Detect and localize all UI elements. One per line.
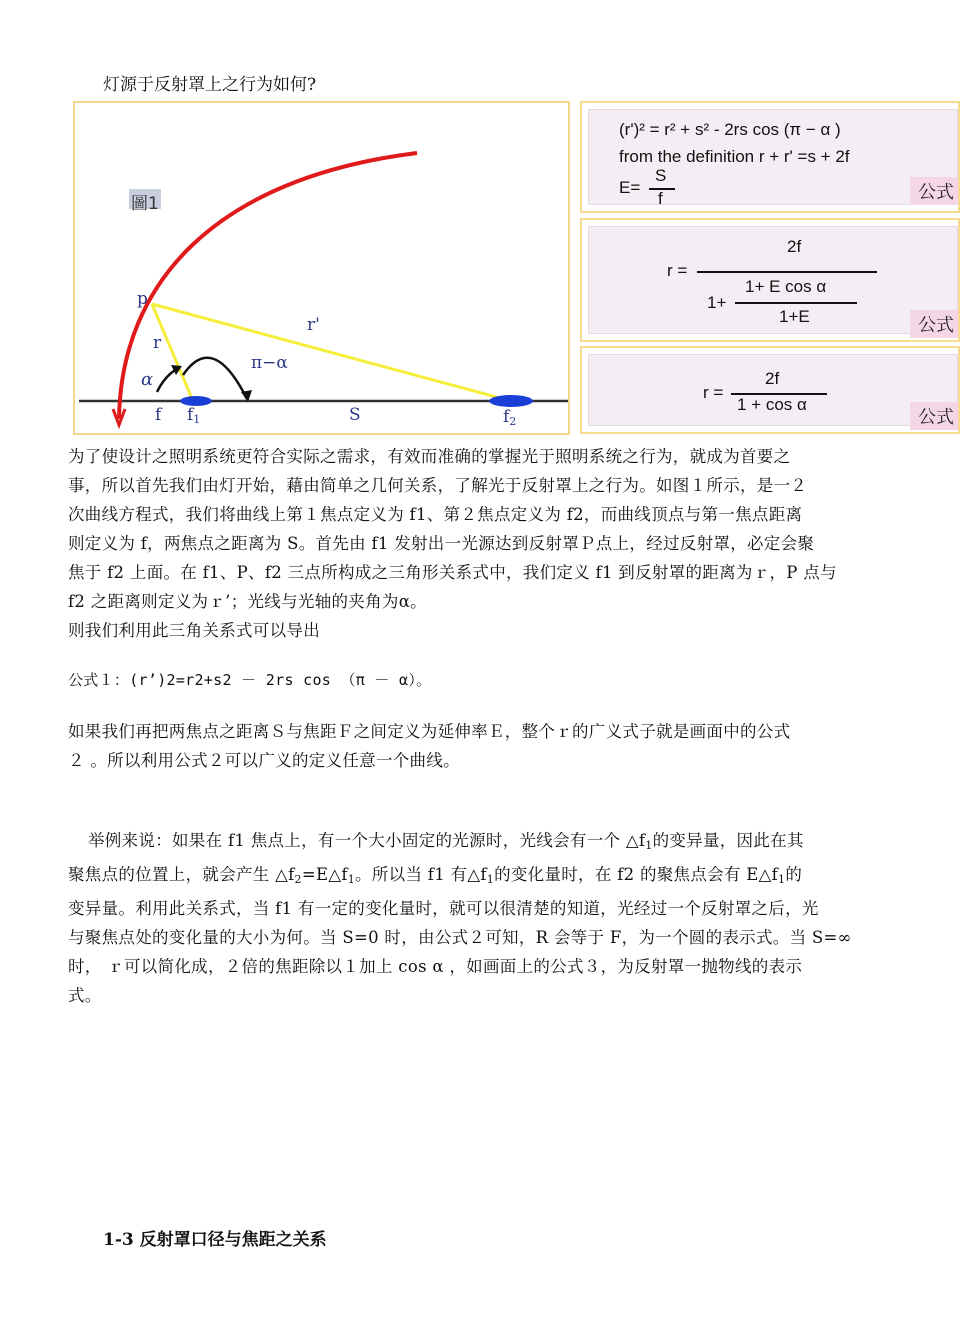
label-f: f bbox=[155, 405, 162, 425]
formula2-one-plus: 1+ bbox=[707, 293, 727, 312]
ray-r-prime bbox=[152, 304, 511, 401]
formula1-tag: 公式 bbox=[910, 177, 958, 205]
formula3-tag: 公式 bbox=[910, 402, 958, 430]
formula1-e-numerator: S bbox=[655, 166, 667, 185]
figure-title: 圖1 bbox=[131, 194, 159, 214]
example-sub-2d: 1 bbox=[778, 873, 786, 886]
label-f1-sub: 1 bbox=[193, 413, 201, 426]
paragraph-derive: 则我们利用此三角关系式可以导出 bbox=[68, 621, 320, 640]
formula-box-1 bbox=[580, 101, 960, 213]
formula-box-3 bbox=[580, 346, 960, 434]
formula2-r-label: r = bbox=[667, 261, 688, 280]
paragraph-intro-line: 焦于 f2 上面。在 f1、P、f2 三点所构成之三角形关系式中，我们定义 f1 到反射罩的距离为ｒ，P 点与 bbox=[68, 563, 837, 582]
example-line-6: 式。 bbox=[68, 986, 102, 1005]
example-line-5: 时， ｒ可以简化成，２倍的焦距除以１加上 cos α ，如画面上的公式３，为反射罩一抛物线的表示 bbox=[68, 957, 803, 976]
formula2-inner-numerator: 1+ E cos α bbox=[745, 277, 827, 296]
formula-box-2 bbox=[580, 218, 960, 342]
example-line-1 bbox=[68, 826, 884, 860]
formula3-numerator: 2f bbox=[765, 369, 780, 388]
paragraph-intro-line: 则定义为 f，两焦点之距离为 S。首先由 f1 发射出一光源达到反射罩Ｐ点上，经过反射罩，必定会聚 bbox=[68, 534, 815, 553]
example-line-4: 与聚焦点处的变化量的大小为何。当 S=0 时，由公式２可知，R 会等于 F，为一个圆的表示式。当 S=∞ bbox=[68, 928, 852, 947]
pi-alpha-arc bbox=[183, 358, 247, 399]
section-title: 1-3 反射罩口径与焦距之关系 bbox=[103, 1230, 327, 1250]
label-f2 bbox=[503, 407, 516, 428]
question-heading: 灯源于反射罩上之行为如何? bbox=[103, 75, 317, 95]
paragraph-general-line: 如果我们再把两焦点之距离Ｓ与焦距Ｆ之间定义为延伸率Ｅ，整个ｒ的广义式子就是画面中的公式 bbox=[68, 722, 791, 741]
formula2-main-fraction-line bbox=[697, 271, 877, 273]
example-line-2e: 的 bbox=[785, 865, 803, 884]
formula2-numerator: 2f bbox=[787, 237, 802, 256]
formula3-denominator: 1 + cos α bbox=[737, 395, 807, 414]
example-line-3: 变异量。利用此关系式，当 f1 有一定的变化量时，就可以很清楚的知道，光经过一个反射罩之后，光 bbox=[68, 899, 819, 918]
example-sub-2c: 1 bbox=[486, 873, 495, 886]
formula1-line1: (r')² = r² + s² - 2rs cos (π − α ) bbox=[619, 120, 841, 139]
formula2-inner-fraction-line bbox=[735, 302, 857, 304]
label-f1-letter: f bbox=[187, 405, 194, 425]
formula2-inner-denominator: 1+E bbox=[779, 307, 810, 326]
example-line-2d: 的变化量时，在 f2 的聚焦点会有 E△f bbox=[494, 865, 779, 884]
formula1-line2: from the definition r + r' =s + 2f bbox=[619, 147, 850, 166]
example-sub-2b: 1 bbox=[347, 873, 356, 886]
example-line-2b: =E△f bbox=[301, 865, 348, 884]
paragraph-intro bbox=[68, 442, 884, 616]
formula-box-2-inner bbox=[588, 226, 958, 334]
formula1-e-denominator: f bbox=[658, 189, 663, 208]
paragraph-intro-line: f2 之距离则定义为ｒ’；光线与光轴的夹角为α。 bbox=[68, 592, 427, 611]
label-pi-minus-alpha: π−α bbox=[251, 353, 288, 373]
formula3-r-label: r = bbox=[703, 383, 724, 402]
paragraph-general-line: ２ 。所以利用公式２可以广义的定义任意一个曲线。 bbox=[68, 751, 460, 770]
paragraph-example bbox=[68, 826, 884, 1010]
label-f2-sub: 2 bbox=[509, 415, 517, 428]
formula-box-1-inner bbox=[588, 109, 958, 208]
label-r: r bbox=[153, 333, 162, 353]
formula-box-3-inner bbox=[588, 354, 958, 426]
label-alpha: α bbox=[141, 369, 154, 390]
example-line-1a: 举例来说：如果在 f1 焦点上，有一个大小固定的光源时，光线会有一个 △f bbox=[88, 831, 646, 850]
label-S: S bbox=[349, 405, 361, 425]
paragraph-general-formula bbox=[68, 717, 884, 775]
formula2-tag: 公式 bbox=[910, 310, 958, 338]
example-sub-2a: 2 bbox=[294, 873, 302, 886]
formula1-e-label: E= bbox=[619, 178, 641, 197]
example-sub-1a: 1 bbox=[645, 839, 653, 852]
label-f2-letter: f bbox=[503, 407, 510, 427]
example-line-2a: 聚焦点的位置上，就会产生 △f bbox=[68, 865, 295, 884]
example-line-1b: 的变异量，因此在其 bbox=[652, 831, 804, 850]
paragraph-intro-line: 为了使设计之照明系统更符合实际之需求，有效而准确的掌握光于照明系统之行为，就成为首要之 bbox=[68, 447, 791, 466]
label-r-prime: r' bbox=[307, 315, 320, 335]
paragraph-intro-line: 事，所以首先我们由灯开始，藉由简单之几何关系，了解光于反射罩上之行为。如图１所示，是一２ bbox=[68, 476, 808, 495]
label-f1 bbox=[187, 405, 200, 426]
example-line-2c: 。所以当 f1 有△f bbox=[355, 865, 487, 884]
reflector-diagram bbox=[73, 101, 570, 435]
label-p: p bbox=[137, 289, 148, 309]
example-line-2 bbox=[68, 860, 884, 894]
paragraph-intro-line: 次曲线方程式，我们将曲线上第１焦点定义为 f1、第２焦点定义为 f2，而曲线顶点与第一焦点距离 bbox=[68, 505, 803, 524]
formula1-text: 公式１：(r’)2=r2+s2 － 2rs cos （π － α）。 bbox=[68, 671, 432, 689]
focus-f2-marker bbox=[489, 395, 533, 407]
